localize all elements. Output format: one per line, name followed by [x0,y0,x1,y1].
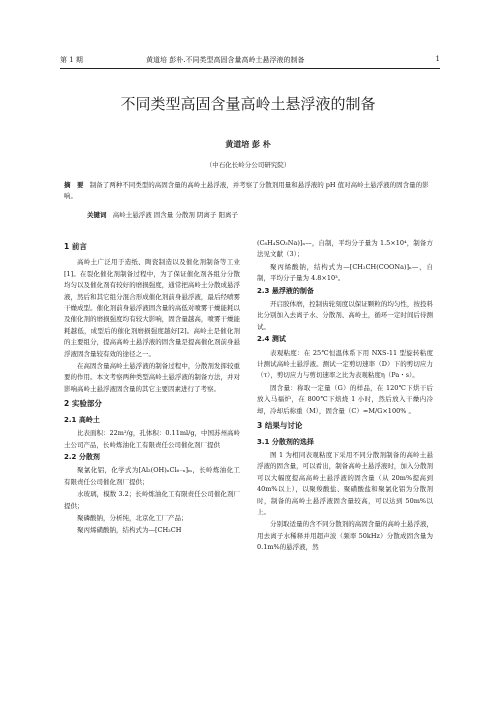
section-2-4-heading: 2.4 测试 [257,335,286,344]
abstract-text: 制备了两种不同类型的高固含量的高岭土悬浮液，并考察了分散剂用量和悬浮液的 pH 值对高岭土悬浮液的固含量的影响。 [64,181,429,200]
dispersant-1: 聚氯化铝，化学式为[Al₂(OH)ₙCl₆₋ₙ]ₘ，长岭炼油化工有限责任公司催化剂厂提供； [64,466,240,486]
abstract-label: 摘 要 [64,181,84,189]
section-2-3-text: 开启胶体磨，控制齿轮刻度以保证颗粒的均匀性，按投料比分别加入去离子水、分散剂、高岭土，循环一定时间后待测试。 [257,300,433,331]
paper-title: 不同类型高固含量高岭土悬浮液的制备 [120,95,376,113]
running-title: 黄道培 彭朴.不同类型高固含量高岭土悬浮液的制备 [146,56,305,64]
keywords [87,210,437,219]
section-1-heading: 1 前言 [64,242,87,251]
section-2-heading: 2 实验部分 [64,399,102,409]
section-2-2-heading: 2.2 分散剂 [64,452,100,461]
issue-number: 第 1 期 [60,56,83,64]
affiliation: （中石化长岭分公司研究院） [205,161,291,169]
dispersant-3: 聚磷酸钠，分析纯，北京化工厂产品； [77,513,188,522]
section-3-1-paragraph-1: 图 1 为相同表观粘度下采用不同分散剂制备的高岭土悬浮液的固含量，可以看出，制备高岭土悬浮液时，加入分散剂可以大幅度提高高岭土悬浮液的固含量（从 20m%提高到 40m%以上），以聚羧酸盐、聚磺酸盐和聚氯化铝为分散剂时，制备的高岭土悬浮液固含量较高，可以达到 50m%以上。 [257,450,433,516]
page-number: 1 [435,55,440,63]
running-header [60,55,440,67]
section-3-1-heading: 3.1 分散剂的选择 [257,437,314,446]
section-2-1-text: 比表面积：22m²/g，孔体积：0.11ml/g，中国苏州高岭土公司产品，长岭炼油化工有限责任公司催化剂厂提供 [64,429,240,449]
section-1-paragraph-2: 在高固含量高岭土悬浮液的制备过程中，分散剂发挥较重要的作用。本文考察两种类型高岭土悬浮液的制备方法，并对影响高岭土悬浮液固含量的其它主要因素进行了考察。 [64,362,240,393]
solid-content-test: 固含量：称取一定量（G）的样品，在 120℃下烘干后放入马福炉，在 800℃下焙烧 1 小时，然后放入干燥内冷却，冷却后称重（M），固含量（C）=M/G×100% 。 [257,383,433,415]
authors: 黄道培 彭 朴 [225,140,271,149]
section-3-1-paragraph-2: 分别取适量的含不同分散剂的高固含量的高岭土悬浮液，用去离子水稀释并用超声波（频率 50kHz）分散成固含量为 0.1m%的悬浮液，然 [257,520,433,552]
header-rule [60,68,440,69]
section-2-1-heading: 2.1 高岭土 [64,415,100,424]
right-column [257,238,433,555]
dispersant-5: 聚丙烯酸钠，结构式为—[CH₂CH(COONa)]ₙ—，自制，平均分子量为 4.8×10³。 [257,262,433,283]
dispersant-2: 水玻璃，模数 3.2；长岭炼油化工有限责任公司催化剂厂提供； [64,490,240,510]
keywords-label: 关键词 [87,211,107,219]
viscosity-test: 表观粘度：在 25℃恒温体系下用 NXS-11 型旋转粘度计测试高岭土悬浮液。测试一定剪切速率（D）下的剪切应力（τ），剪切应力与剪切速率之比为表观粘度η（Pa・s）。 [257,348,433,380]
left-column [64,238,240,538]
section-3-heading: 3 结果与讨论 [257,421,303,431]
abstract [64,180,436,202]
dispersant-4: 聚丙烯磺酸钠，结构式为—[CH₂CH [77,526,182,535]
section-1-paragraph-1: 高岭土广泛用于造纸、陶瓷制造以及催化剂制备等工业[1]。在裂化催化剂制备过程中，为了保证催化剂各组分分散均匀以及催化剂有较好的磨损强度，通常把高岭土分散成悬浮液，然后和其它组分混合形成催化剂前身悬浮液，最后经喷雾干燥成型。催化剂前身悬浮液固含量的高低对喷雾干燥能耗以及催化剂的磨损强度均有较大影响，固含量越高，喷雾干燥能耗越低，成型后的催化剂磨损强度越好[2]。高岭土是催化剂的主要组分，提高高岭土悬浮液的固含量是提高催化剂前身悬浮液固含量较有效的途径之一。 [64,258,240,358]
dispersant-4-cont: (C₆H₄SO₃Na)]ₙ—，自制，平均分子量为 1.5×10⁴，制备方法见文献（3）； [257,239,433,259]
keywords-text: 高岭土悬浮液 固含量 分散剂 阴离子 阳离子 [112,211,238,219]
section-2-3-heading: 2.3 悬浮液的制备 [257,286,314,295]
